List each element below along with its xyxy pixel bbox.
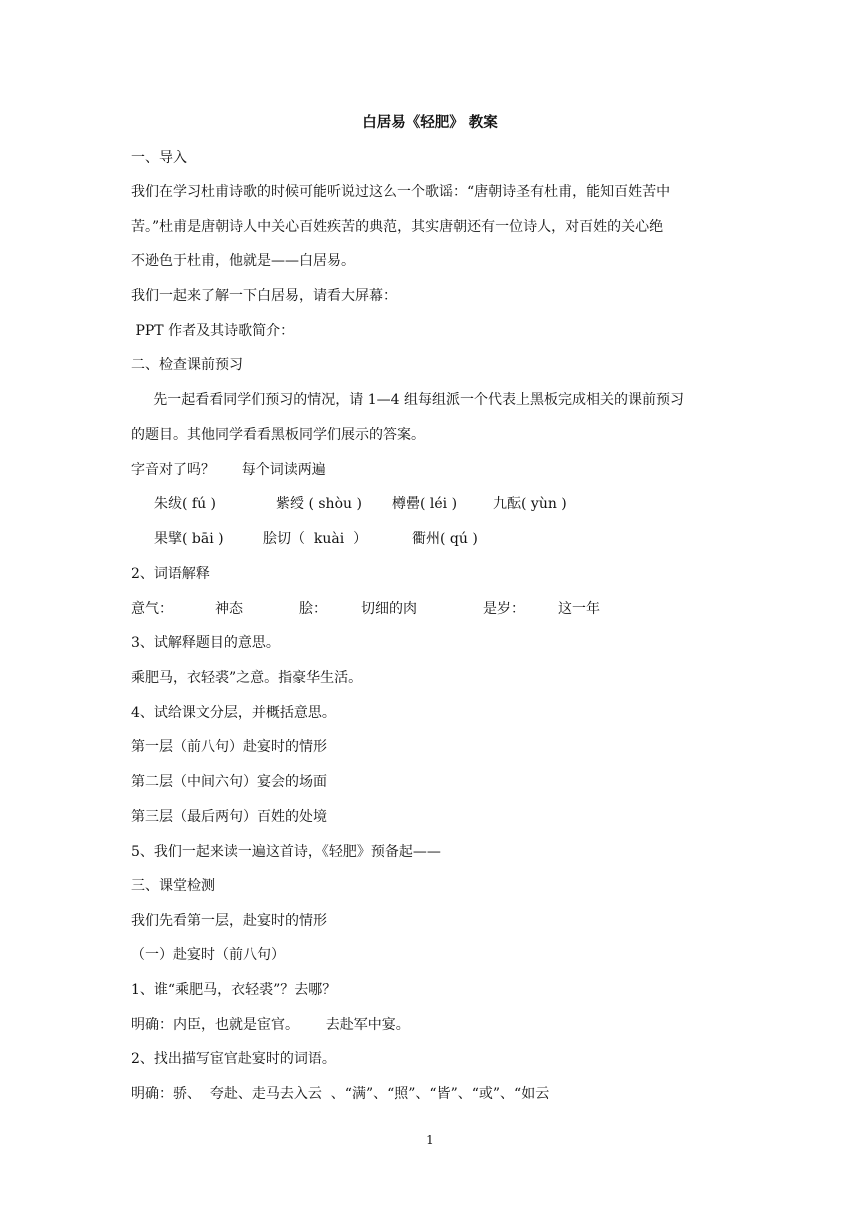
text-line: 2、词语解释 xyxy=(131,566,210,582)
text-line: 我们一起来了解一下白居易，请看大屏幕： xyxy=(131,288,397,304)
title-text: 白居易《轻肥》 教案 xyxy=(362,114,498,131)
pinyin-item: 朱绂( fú ) xyxy=(154,496,217,512)
vocab-meaning: 这一年 xyxy=(558,601,600,617)
text-line: 4、试给课文分层，并概括意思。 xyxy=(131,705,336,721)
vocab-term: 是岁： xyxy=(483,601,525,617)
text-line: 乘肥马，衣轻裘”之意。指豪华生活。 xyxy=(131,670,363,686)
text-line: 字音对了吗？ 每个词读两遍 xyxy=(131,462,326,478)
pinyin-item: 衢州( qú ) xyxy=(412,531,478,547)
text-line: 我们在学习杜甫诗歌的时候可能听说过这么一个歌谣：“唐朝诗圣有杜甫，能知百姓苦中 xyxy=(131,184,671,200)
pinyin-item: 紫绶 ( shòu ) xyxy=(276,496,362,512)
text-line: 苦。”杜甫是唐朝诗人中关心百姓疾苦的典范，其实唐朝还有一位诗人，对百姓的关心绝 xyxy=(131,219,664,235)
text-line: 第一层（前八句）赴宴时的情形 xyxy=(131,739,327,755)
text-line: 不逊色于杜甫，他就是——白居易。 xyxy=(131,253,355,269)
text-line: 明确：内臣，也就是宦官。 去赴军中宴。 xyxy=(131,1017,410,1033)
vocab-meaning: 神态 xyxy=(215,601,243,617)
vocab-meaning: 切细的肉 xyxy=(361,601,417,617)
text-line: 我们先看第一层，赴宴时的情形 xyxy=(131,913,327,929)
pinyin-item: 九酝( yùn ) xyxy=(493,496,567,512)
text-line: 第二层（中间六句）宴会的场面 xyxy=(131,774,327,790)
text-line: 一、导入 xyxy=(131,150,187,166)
text-line: 的题目。其他同学看看黑板同学们展示的答案。 xyxy=(131,427,425,443)
pinyin-item: 樽罍( léi ) xyxy=(392,496,458,512)
text-line: 明确：骄、 夸赴、走马去入云 、“满”、“照”、“皆”、“或”、“如云 xyxy=(131,1086,550,1102)
pinyin-item: 脍切（ kuài ） xyxy=(263,531,368,547)
pinyin-item: 果擘( bāi ) xyxy=(154,531,224,547)
document-title xyxy=(0,114,860,132)
text-line: 二、检查课前预习 xyxy=(131,357,243,373)
vocab-term: 脍： xyxy=(299,601,327,617)
text-line: 5、我们一起来读一遍这首诗，《轻肥》预备起—— xyxy=(131,844,441,860)
vocab-term: 意气： xyxy=(131,601,173,617)
text-line: 1、谁“乘肥马，衣轻裘”？去哪？ xyxy=(131,982,337,998)
text-line: （一）赴宴时（前八句） xyxy=(131,947,285,963)
page-number: 1 xyxy=(426,1133,434,1147)
text-line: 三、课堂检测 xyxy=(131,878,215,894)
text-line: 第三层（最后两句）百姓的处境 xyxy=(131,809,327,825)
text-line: 2、找出描写宦官赴宴时的词语。 xyxy=(131,1051,336,1067)
text-line: 先一起看看同学们预习的情况，请 1—4 组每组派一个代表上黑板完成相关的课前预习 xyxy=(131,392,684,408)
text-line: PPT 作者及其诗歌简介： xyxy=(131,323,295,339)
text-line: 3、试解释题目的意思。 xyxy=(131,635,280,651)
